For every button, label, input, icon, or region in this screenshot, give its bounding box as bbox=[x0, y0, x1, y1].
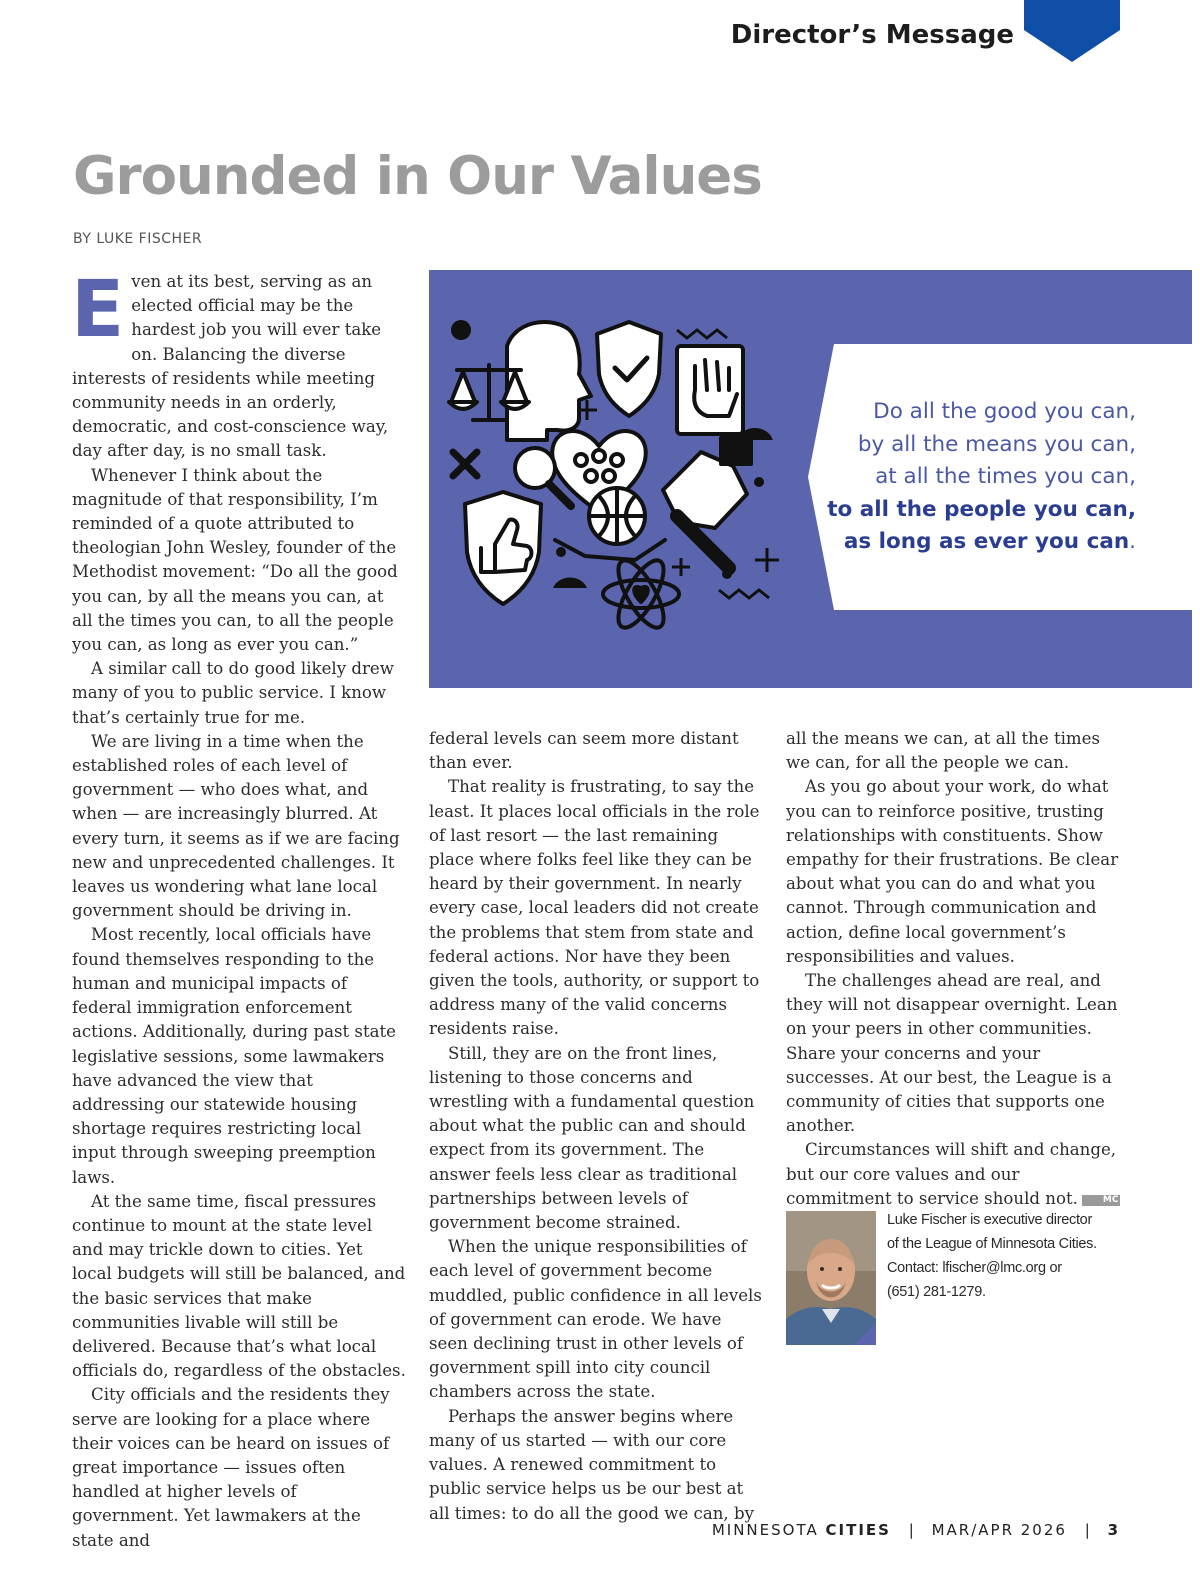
author-bio bbox=[887, 1208, 1097, 1304]
article-title: Grounded in Our Values bbox=[73, 146, 762, 207]
article-paragraph: That reality is frustrating, to say the least. It places local officials in the role of last resort — the last remaining place where folks feel like they can be heard by their government. In nearly every case, local leaders did not create the problems that stem from state and federal actions. Nor have they been given the tools, authority, or support to address many of the valid concerns residents raise. bbox=[429, 777, 760, 1039]
publication-name-bold: CITIES bbox=[825, 1521, 891, 1539]
article-paragraph: A similar call to do good likely drew many of you to public service. I know that’s certainly true for me. bbox=[72, 659, 394, 727]
author-bio-line: Luke Fischer is executive director bbox=[887, 1212, 1092, 1228]
author-bio-line: (651) 281-1279. bbox=[887, 1284, 986, 1300]
article-paragraph: At the same time, fiscal pressures continue to mount at the state level and may trickle down to cities. Yet local budgets will still be balanced, and the basic services that make communities livable will still be delivered. Because that’s what local officials do, regardless of the obstacles. bbox=[72, 1191, 406, 1381]
article-paragraph: Still, they are on the front lines, listening to those concerns and wrestling with a fundamental question about what the public can and should expect from its government. The answer feels less clear as traditional partnerships between levels of government become strained. bbox=[429, 1043, 755, 1233]
author-bio-line: Contact: lfischer@lmc.org or bbox=[887, 1260, 1062, 1276]
footer-separator-icon: | bbox=[908, 1521, 914, 1539]
article-paragraph: As you go about your work, do what you can to reinforce positive, trusting relationships with constituents. Show empathy for their frustrations. Be clear about what you can do and what you cannot. Through communication and action, define local government’s responsibilities and values. bbox=[786, 777, 1119, 966]
pull-quote-line: Do all the good you can, bbox=[873, 399, 1136, 424]
pull-quote-line: at all the times you can, bbox=[875, 464, 1136, 489]
pull-quote-line: by all the means you can, bbox=[857, 431, 1136, 457]
end-of-article-mark: MC bbox=[1082, 1195, 1121, 1206]
publication-name-light: MINNESOTA bbox=[711, 1521, 819, 1539]
article-paragraph: We are living in a time when the established roles of each level of government — who does what, and when — are increasingly blurred. At every turn, it seems as if we are facing new and unprecedented challenges. It leaves us wondering what lane local government should be driving in. bbox=[72, 731, 400, 921]
byline: BY LUKE FISCHER bbox=[73, 231, 203, 247]
pull-quote-line: as long as ever you can bbox=[843, 529, 1130, 554]
article-paragraph: Perhaps the answer begins where many of us started — with our core values. A renewed commitment to public service helps us be our best at all times: to do all the good we can, by bbox=[429, 1406, 754, 1523]
author-photo bbox=[786, 1211, 876, 1345]
page-number: 3 bbox=[1107, 1521, 1120, 1539]
pull-quote-line: to all the people you can, bbox=[827, 496, 1136, 522]
section-label: Director’s Message bbox=[730, 20, 1014, 50]
article-paragraph: Whenever I think about the magnitude of that responsibility, I’m reminded of a quote attributed to theologian John Wesley, founder of the Methodist movement: “Do all the good you can, by all the means you can, at all the times you can, to all the people you can, as long as ever you can.” bbox=[72, 465, 398, 655]
drop-cap: E bbox=[71, 265, 125, 355]
article-paragraph: When the unique responsibilities of each level of government become muddled, public confidence in all levels of government can erode. We have seen declining trust in other levels of government spill into city council chambers across the state. bbox=[429, 1237, 762, 1402]
article-paragraph: Circumstances will shift and change, but our core values and our commitment to service should not. MC bbox=[786, 1140, 1119, 1208]
footer-separator-icon: | bbox=[1084, 1521, 1090, 1539]
pull-quote bbox=[820, 396, 1136, 559]
pull-quote-end-punct: . bbox=[1129, 529, 1136, 554]
article-paragraph: The challenges ahead are real, and they will not disappear overnight. Lean on your peers in other communities. Share your concerns and your successes. At our best, the League is a community of cities that supports one another. bbox=[786, 971, 1118, 1136]
article-paragraph: City officials and the residents they serve are looking for a place where their voices can be heard on issues of great importance — issues often handled at higher levels of government. Yet lawmakers at the state and bbox=[72, 1385, 390, 1550]
section-tab-shape bbox=[1024, 0, 1120, 62]
article-column-2 bbox=[429, 727, 764, 1526]
article-paragraph: all the means we can, at all the times we can, for all the people we can. bbox=[786, 729, 1100, 773]
article-paragraph: federal levels can seem more distant than ever. bbox=[429, 729, 739, 773]
article-paragraph: Most recently, local officials have found themselves responding to the human and municipal impacts of federal immigration enforcement actions. Additionally, during past state legislative sessions, some lawmakers have advanced the view that addressing our statewide housing shortage requires restricting local input through sweeping preemption laws. bbox=[72, 925, 396, 1187]
author-bio-line: of the League of Minnesota Cities. bbox=[887, 1236, 1097, 1252]
article-paragraph: Even at its best, serving as an elected official may be the hardest job you will ever take on. Balancing the diverse interests of residents while meeting community needs in an orderly, democratic, and cost-conscience way, day after day, is no small task. bbox=[71, 265, 389, 461]
article-column-1 bbox=[71, 265, 407, 1553]
article-column-3 bbox=[786, 727, 1124, 1211]
page-footer bbox=[712, 1521, 1120, 1539]
issue-date: MAR/APR 2026 bbox=[931, 1521, 1067, 1539]
